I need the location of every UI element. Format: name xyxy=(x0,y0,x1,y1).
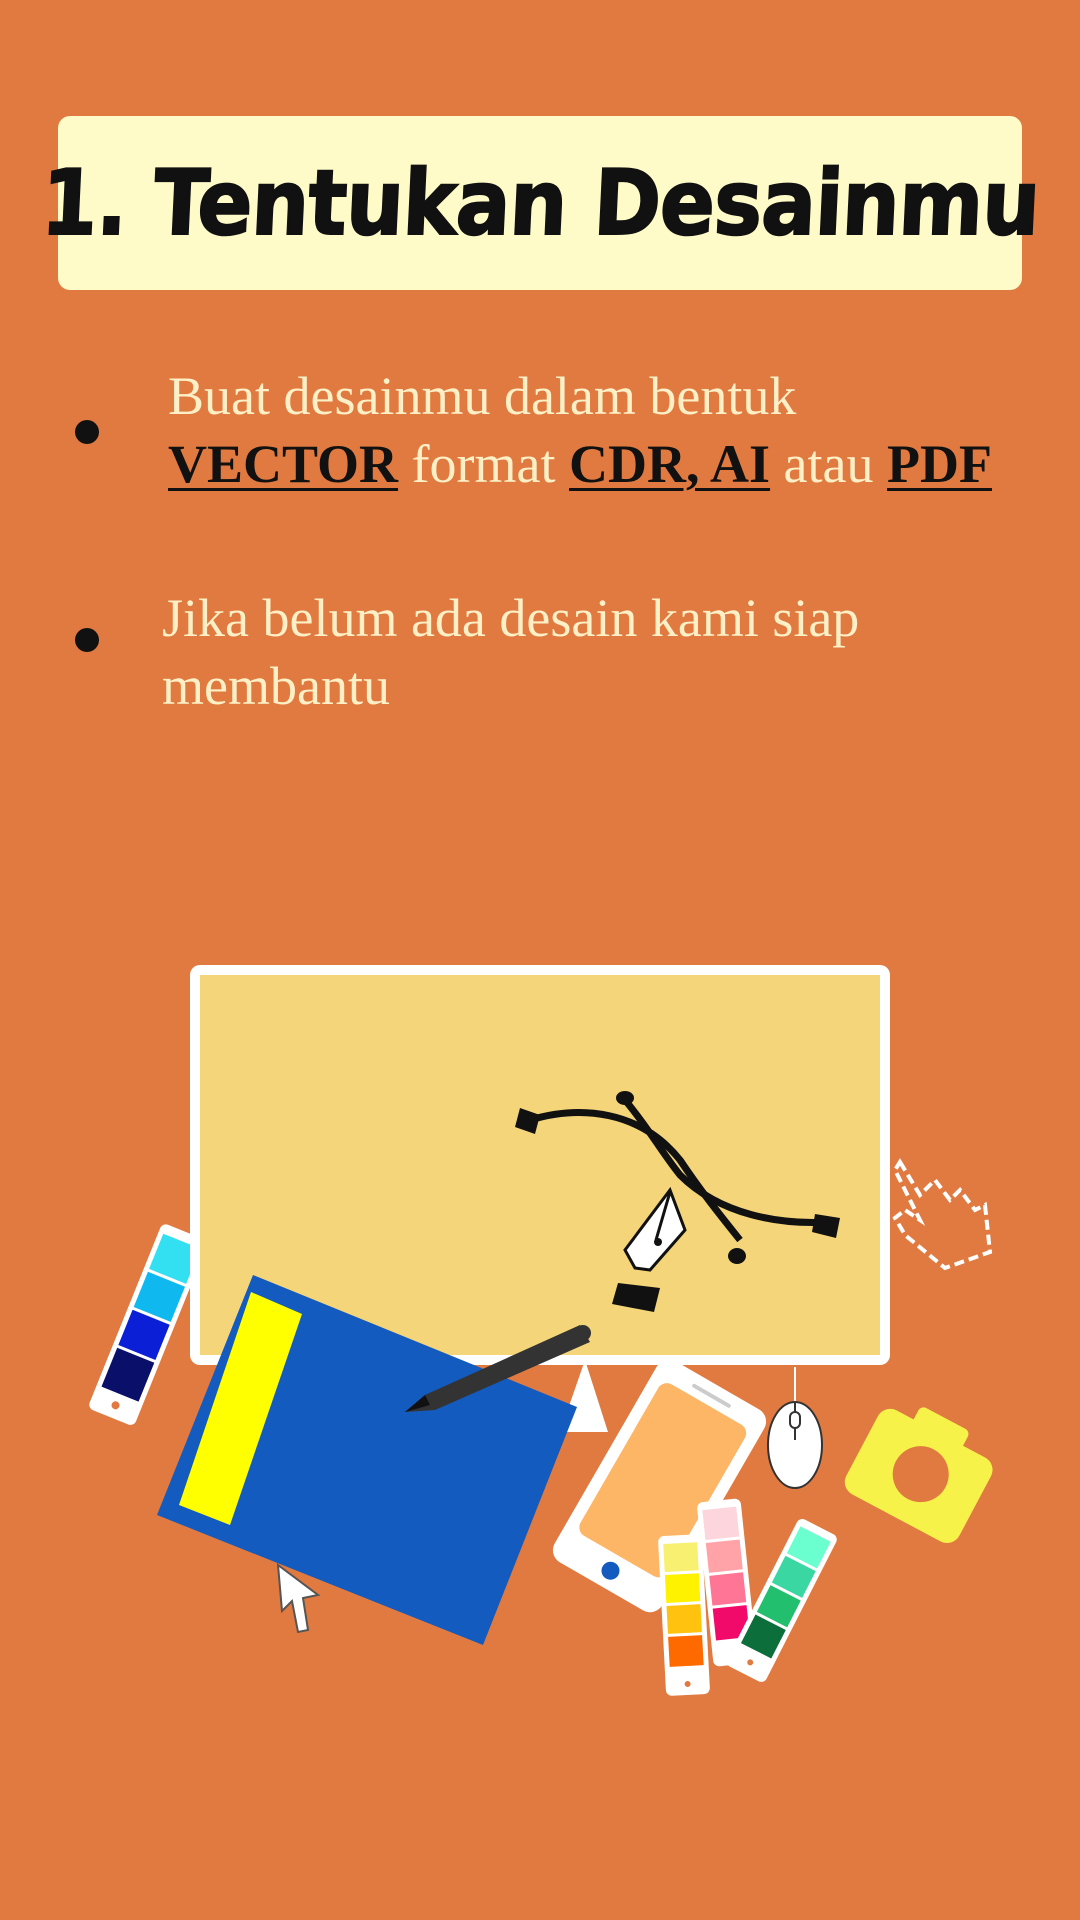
page-title: 1. Tentukan Desainmu xyxy=(38,150,1042,256)
atau-text: atau xyxy=(770,434,887,494)
design-illustration xyxy=(0,940,1080,1720)
cdr-ai-label: CDR, AI xyxy=(569,434,771,494)
bullet-item xyxy=(168,362,1068,498)
pointing-hand-icon xyxy=(895,1162,990,1268)
bullet-line xyxy=(168,430,1068,498)
pdf-label: PDF xyxy=(887,434,992,494)
bullet-line: membantu xyxy=(162,656,390,716)
title-banner xyxy=(38,116,1042,290)
bullet-line: Buat desainmu dalam bentuk xyxy=(168,366,797,426)
bullet-item xyxy=(162,584,1062,720)
camera-icon xyxy=(840,1390,1005,1548)
vector-label: VECTOR xyxy=(168,434,399,494)
mouse-icon xyxy=(768,1367,822,1488)
bullet-dot xyxy=(75,420,99,444)
color-swatch-icon xyxy=(658,1534,710,1696)
bullet-dot xyxy=(75,628,99,652)
format-text: format xyxy=(398,434,570,494)
bullet-line: Jika belum ada desain kami siap xyxy=(162,588,860,648)
